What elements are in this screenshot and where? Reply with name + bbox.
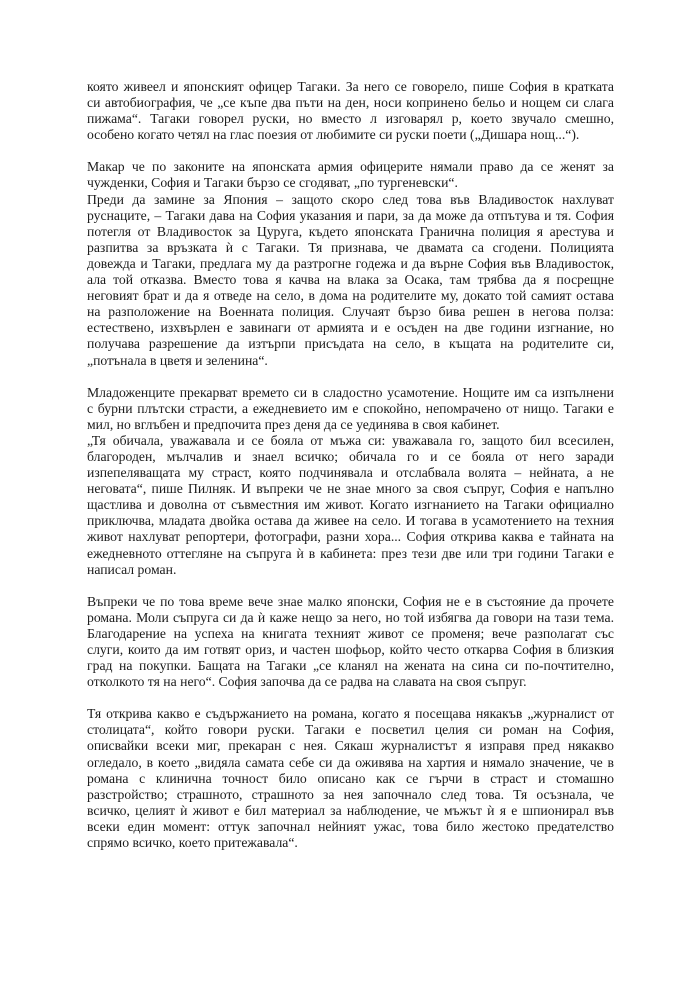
text-line: разстройство; страшното, страшното за нея започнало след това. Тя осъзнала, че [87, 786, 614, 802]
text-line: романа. Моли съпруга си да ѝ каже нещо за него, но той избягва да говори на тази тема. [87, 609, 614, 625]
text-line: неговата“, пише Пилняк. И въпреки че не знае много за своя съпруг, София е напълно [87, 481, 614, 497]
text-line: си автобиография, че „се къпе два пъти на ден, носи копринено бельо и нощем си слага [87, 95, 614, 111]
text-line: щастлива и доволна от съвместния им живот. Когато изгнанието на Тагаки официално [87, 497, 614, 513]
text-line: отколкото тя на него“. София започва да се радва на славата на своя съпруг. [87, 674, 527, 690]
text-line: неговият брат и да я отведе на село, в дома на родителите му, докато той самият остава [87, 288, 614, 304]
paragraph [87, 706, 614, 851]
text-line: особено когато четял на глас поезия от любимите си руски поети („Дишара нощ...“). [87, 127, 580, 143]
text-line: всеки един момент: оттук започнал нейният ужас, това било жестоко предателство [87, 818, 614, 834]
text-line: довежда и Тагаки, предлага му да разтрогне годежа и да върне София във Владивосток, [87, 255, 614, 271]
text-line: приключва, младата двойка остава да живее на село. И тогава в усамотението на техния [87, 513, 614, 529]
text-line: написал роман. [87, 561, 177, 577]
paragraph [87, 594, 614, 691]
text-line: „Тя обичала, уважавала и се бояла от мъжа си: уважавала го, защото бил всесилен, [87, 432, 614, 448]
text-line: Младоженците прекарват времето си в сладостно усамотение. Нощите им са изпълнени [87, 384, 614, 400]
text-line: пижама“. Тагаки говорел руски, но вместо л изговарял р, което звучало смешно, [87, 111, 614, 127]
text-line: естествено, изхвърлен е завинаги от армията и е осъден на две години изгнание, но [87, 320, 614, 336]
text-line: разпитва за връзката ѝ с Тагаки. Тя признава, че двамата са сгодени. Полицията [87, 239, 614, 255]
text-line: „потънала в цветя и зеленина“. [87, 352, 268, 368]
text-line: Благодарение на успеха на книгата техният живот се променя; вече разполагат със [87, 625, 614, 641]
text-line: романа с клинична точност било описано как се гърчи в страст и стомашно [87, 770, 614, 786]
text-line: Преди да замине за Япония – защото скоро след това във Владивосток нахлуват [87, 191, 614, 207]
text-line: ала той отказва. Вместо това я качва на влака за Осака, там трябва да я посрещне [87, 272, 614, 288]
text-line: която живеел и японският офицер Тагаки. За него се говорело, пише София в кратката [87, 79, 614, 94]
document-body [87, 79, 614, 851]
text-line: град на покупки. Бащата на Тагаки „се кланял на жената на сина си по-почтително, [87, 658, 614, 674]
text-line: с бурни плътски страсти, а ежедневието им е спокойно, непомрачено от нищо. Тагаки е [87, 400, 614, 416]
text-line: Въпреки че по това време вече знае малко японски, София не е в състояние да прочете [87, 593, 614, 609]
paragraph [87, 192, 614, 369]
text-line: огледало, в което „видяла самата себе си да оживява на хартия и нямало значение, че в [87, 754, 614, 770]
paragraph [87, 79, 614, 143]
text-line: на разположение на Военната полиция. Случаят бързо бива решен в негова полза: [87, 304, 614, 320]
paragraph [87, 159, 614, 191]
text-line: спрямо всичко, което притежавала“. [87, 835, 298, 851]
text-line: чужденки, София и Тагаки бързо се сгодяват, „по тургеневски“. [87, 175, 458, 191]
text-line: мил, но вглъбен и предпочита през деня да се уединява в своя кабинет. [87, 416, 500, 432]
text-line: ежедневното оттегляне на съпруга ѝ в кабинета: през тези две или три години Тагаки е [87, 545, 614, 561]
text-line: описвайки всеки миг, прекаран с нея. Сякаш журналистът я изправя пред някакво [87, 738, 614, 754]
text-line: руснаците, – Тагаки дава на София указания и пари, за да може да отпътува и тя. София [87, 207, 614, 223]
text-line: благороден, мълчалив и знаел всичко; обичала го и се бояла от него заради [87, 448, 614, 464]
text-line: Тя открива какво е съдържанието на романа, когато я посещава някакъв „журналист от [87, 706, 614, 722]
text-line: слуги, които да им готвят ориз, и частен шофьор, който често откарва София в близкия [87, 642, 614, 657]
paragraph [87, 433, 614, 578]
text-line: получава разрешение да изтърпи присъдата на село, в къщата на родителите си, [87, 336, 614, 352]
text-line: живот нахлуват репортери, фотографи, разни хора... София открива каква е тайната на [87, 529, 614, 545]
text-line: потегля от Владивосток за Цуруга, където японската Гранична полиция я арестува и [87, 223, 614, 239]
text-line: изпепеляващата му страст, която подчинявала и отслабвала волята – нейната, а не [87, 465, 614, 481]
text-line: столицата“, който говори руски. Тагаки е посветил целия си роман на София, [87, 722, 614, 738]
text-line: всичко, целият ѝ живот е бил материал за наблюдение, че мъжът ѝ я е шпионирал във [87, 802, 614, 818]
text-line: Макар че по законите на японската армия офицерите нямали право да се женят за [87, 159, 614, 175]
paragraph [87, 385, 614, 433]
